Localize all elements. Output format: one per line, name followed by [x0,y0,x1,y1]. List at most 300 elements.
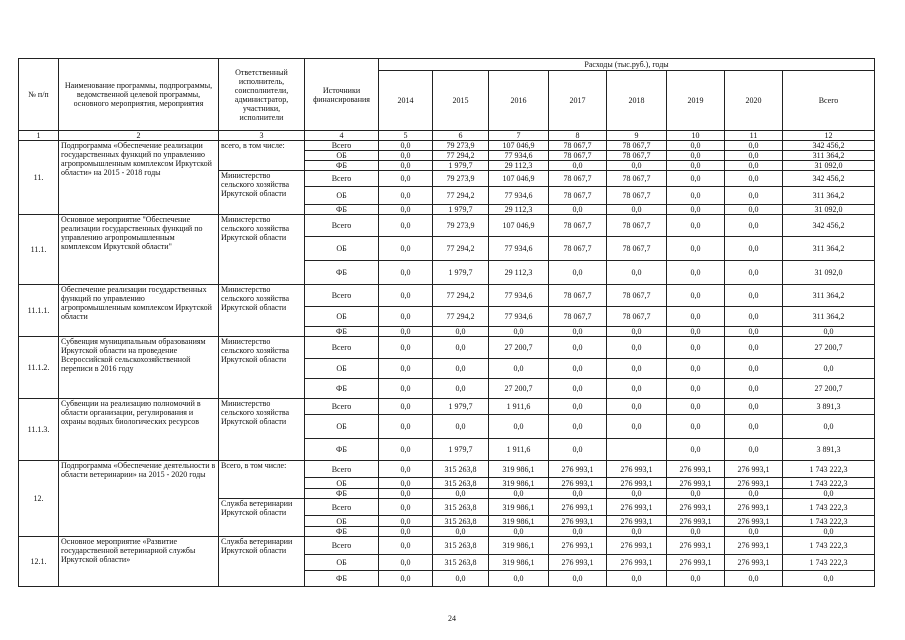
row-value: 276 993,1 [667,537,725,555]
row-value: 319 986,1 [489,461,549,478]
row-value: 276 993,1 [549,537,607,555]
row-value: 77 934,6 [489,237,549,261]
row-number: 11.1.2. [19,337,59,399]
row-total: 311 364,2 [783,307,875,327]
row-value: 276 993,1 [725,499,783,516]
row-value: 0,0 [379,337,433,359]
row-value: 107 046,9 [489,171,549,187]
page-number: 24 [448,614,456,623]
row-value: 0,0 [725,489,783,499]
row-value: 77 934,6 [489,307,549,327]
row-total: 0,0 [783,489,875,499]
table-row [19,141,875,151]
row-value: 0,0 [379,489,433,499]
row-value: 0,0 [489,327,549,337]
row-value: 0,0 [725,237,783,261]
row-value: 276 993,1 [725,555,783,571]
row-total: 1 743 222,3 [783,555,875,571]
row-value: 0,0 [433,571,489,587]
row-value: 0,0 [725,415,783,439]
row-value: 1 979,7 [433,399,489,415]
row-total: 311 364,2 [783,151,875,161]
row-value: 78 067,7 [549,171,607,187]
row-value: 0,0 [725,327,783,337]
row-value: 78 067,7 [549,141,607,151]
row-value: 0,0 [667,337,725,359]
row-value: 276 993,1 [549,516,607,527]
row-source: ФБ [305,527,379,537]
row-value: 0,0 [379,527,433,537]
row-value: 27 200,7 [489,379,549,399]
row-value: 276 993,1 [549,461,607,478]
row-value: 0,0 [489,571,549,587]
row-value: 0,0 [379,215,433,237]
row-value: 0,0 [725,151,783,161]
row-total: 31 092,0 [783,261,875,285]
row-value: 79 273,9 [433,141,489,151]
row-value: 0,0 [607,205,667,215]
row-total: 0,0 [783,571,875,587]
row-value: 0,0 [549,359,607,379]
table-row [19,215,875,237]
row-value: 0,0 [725,337,783,359]
row-value: 78 067,7 [607,307,667,327]
row-value: 0,0 [725,527,783,537]
row-total: 311 364,2 [783,285,875,307]
row-value: 0,0 [549,379,607,399]
row-value: 0,0 [379,161,433,171]
row-value: 1 979,7 [433,161,489,171]
row-value: 0,0 [433,337,489,359]
header-num: № п/п [19,59,59,131]
row-value: 0,0 [489,489,549,499]
row-total: 27 200,7 [783,379,875,399]
row-value: 107 046,9 [489,215,549,237]
row-value: 0,0 [379,555,433,571]
row-value: 0,0 [725,161,783,171]
row-value: 0,0 [667,285,725,307]
row-value: 0,0 [725,379,783,399]
column-number: 2 [59,131,219,141]
row-value: 0,0 [725,141,783,151]
row-name: Субвенция муниципальным образованиям Иркутской области на проведение Всероссийской сельскохозяйственной переписи в 2016 году [59,337,219,399]
column-number: 5 [379,131,433,141]
row-name: Основное мероприятие «Развитие государственной ветеринарной службы Иркутской области» [59,537,219,587]
row-value: 276 993,1 [607,499,667,516]
row-value: 276 993,1 [667,461,725,478]
row-value: 319 986,1 [489,478,549,489]
row-value: 276 993,1 [725,516,783,527]
row-responsible: Министерство сельского хозяйства Иркутской области [219,171,305,215]
row-value: 78 067,7 [607,187,667,205]
row-value: 0,0 [725,285,783,307]
row-value: 276 993,1 [607,516,667,527]
row-value: 0,0 [379,516,433,527]
row-value: 29 112,3 [489,205,549,215]
row-value: 0,0 [379,415,433,439]
row-total: 1 743 222,3 [783,537,875,555]
row-number: 12. [19,461,59,537]
row-value: 0,0 [489,359,549,379]
table-row [19,537,875,555]
row-value: 0,0 [379,439,433,461]
row-name: Обеспечение реализации государственных функций по управлению агропромышленным комплексом Иркутской области [59,285,219,337]
row-value: 0,0 [725,261,783,285]
budget-table [18,58,875,587]
row-value: 276 993,1 [667,555,725,571]
header-expenses: Расходы (тыс.руб.), годы [379,59,875,71]
row-name: Подпрограмма «Обеспечение реализации государственных функций по управлению агропромышленным комплексом Иркутской области» на 2015 - 2018 годы [59,141,219,215]
row-total: 31 092,0 [783,205,875,215]
row-responsible: Министерство сельского хозяйства Иркутской области [219,285,305,337]
row-total: 3 891,3 [783,399,875,415]
row-value: 0,0 [607,359,667,379]
row-value: 0,0 [667,261,725,285]
row-value: 0,0 [667,205,725,215]
table-row [19,461,875,478]
row-number: 11.1. [19,215,59,285]
row-source: ОБ [305,359,379,379]
column-number: 7 [489,131,549,141]
row-source: ФБ [305,261,379,285]
row-value: 0,0 [549,439,607,461]
row-value: 276 993,1 [667,516,725,527]
row-value: 315 263,8 [433,555,489,571]
row-value: 0,0 [667,527,725,537]
row-value: 0,0 [549,337,607,359]
row-total: 311 364,2 [783,237,875,261]
row-value: 0,0 [607,571,667,587]
row-value: 315 263,8 [433,499,489,516]
row-responsible: Служба ветеринарии Иркутской области [219,499,305,537]
row-responsible: Всего, в том числе: [219,461,305,499]
row-source: ФБ [305,379,379,399]
row-value: 319 986,1 [489,555,549,571]
row-value: 78 067,7 [549,237,607,261]
header-year: 2015 [433,71,489,131]
row-total: 31 092,0 [783,161,875,171]
header-year: 2014 [379,71,433,131]
column-number: 8 [549,131,607,141]
row-value: 78 067,7 [607,151,667,161]
row-value: 0,0 [725,171,783,187]
row-value: 276 993,1 [725,478,783,489]
row-value: 78 067,7 [607,237,667,261]
row-value: 0,0 [433,415,489,439]
row-value: 0,0 [433,379,489,399]
row-value: 276 993,1 [549,499,607,516]
row-value: 0,0 [667,187,725,205]
row-value: 77 294,2 [433,187,489,205]
row-source: ОБ [305,478,379,489]
row-value: 0,0 [667,359,725,379]
row-value: 0,0 [549,527,607,537]
row-value: 77 294,2 [433,151,489,161]
row-value: 0,0 [549,261,607,285]
row-value: 0,0 [607,399,667,415]
row-source: ОБ [305,415,379,439]
row-value: 0,0 [667,379,725,399]
row-value: 107 046,9 [489,141,549,151]
row-value: 0,0 [549,205,607,215]
header-row-top [19,59,875,71]
row-source: Всего [305,285,379,307]
row-value: 0,0 [379,461,433,478]
table-body [19,141,875,587]
row-value: 276 993,1 [607,478,667,489]
row-value: 0,0 [725,359,783,379]
row-value: 0,0 [379,399,433,415]
row-value: 0,0 [607,337,667,359]
header-year: 2020 [725,71,783,131]
row-value: 0,0 [725,571,783,587]
row-value: 0,0 [433,359,489,379]
row-value: 276 993,1 [549,555,607,571]
row-value: 77 294,2 [433,285,489,307]
row-responsible: Министерство сельского хозяйства Иркутской области [219,399,305,461]
column-number: 12 [783,131,875,141]
row-value: 0,0 [667,399,725,415]
row-value: 27 200,7 [489,337,549,359]
row-value: 1 979,7 [433,261,489,285]
row-value: 276 993,1 [607,537,667,555]
row-value: 0,0 [667,415,725,439]
row-value: 0,0 [667,307,725,327]
row-value: 276 993,1 [607,461,667,478]
row-value: 0,0 [549,161,607,171]
row-source: Всего [305,141,379,151]
row-value: 0,0 [607,161,667,171]
row-value: 0,0 [549,571,607,587]
row-value: 29 112,3 [489,261,549,285]
column-number: 4 [305,131,379,141]
row-value: 0,0 [607,527,667,537]
row-source: Всего [305,215,379,237]
row-value: 0,0 [725,307,783,327]
row-total: 1 743 222,3 [783,461,875,478]
row-value: 0,0 [607,415,667,439]
row-value: 0,0 [379,285,433,307]
row-value: 78 067,7 [607,141,667,151]
row-total: 0,0 [783,359,875,379]
row-value: 0,0 [379,141,433,151]
column-number: 10 [667,131,725,141]
row-value: 1 979,7 [433,205,489,215]
header-name: Наименование программы, подпрограммы, ведомственной целевой программы, основного мероприятия, мероприятия [59,59,219,131]
row-value: 78 067,7 [549,151,607,161]
row-value: 77 934,6 [489,151,549,161]
row-source: Всего [305,337,379,359]
row-name: Субвенции на реализацию полномочий в области организации, регулирования и охраны водных биологических ресурсов [59,399,219,461]
row-source: Всего [305,461,379,478]
row-number: 12.1. [19,537,59,587]
row-value: 78 067,7 [607,171,667,187]
row-value: 1 911,6 [489,439,549,461]
row-value: 276 993,1 [667,499,725,516]
row-value: 0,0 [725,187,783,205]
budget-table-sheet [18,58,874,587]
row-value: 77 294,2 [433,237,489,261]
row-total: 27 200,7 [783,337,875,359]
row-value: 0,0 [433,527,489,537]
row-value: 0,0 [379,478,433,489]
row-number: 11.1.3. [19,399,59,461]
row-value: 0,0 [549,489,607,499]
row-value: 0,0 [667,439,725,461]
row-value: 276 993,1 [725,461,783,478]
row-value: 0,0 [549,415,607,439]
header-total: Всего [783,71,875,131]
row-value: 0,0 [607,261,667,285]
row-value: 1 979,7 [433,439,489,461]
header-year: 2018 [607,71,667,131]
row-value: 0,0 [667,215,725,237]
column-numbers-row [19,131,875,141]
row-value: 0,0 [489,415,549,439]
row-source: ОБ [305,307,379,327]
row-value [607,439,667,461]
row-value: 79 273,9 [433,171,489,187]
header-responsible: Ответственный исполнитель, соисполнители, администратор, участники, исполнители [219,59,305,131]
column-number: 3 [219,131,305,141]
row-value: 78 067,7 [607,215,667,237]
row-value: 0,0 [489,527,549,537]
header-year: 2016 [489,71,549,131]
row-value: 0,0 [667,327,725,337]
row-value: 0,0 [549,399,607,415]
row-value: 315 263,8 [433,516,489,527]
row-responsible: всего, в том числе: [219,141,305,171]
row-source: ФБ [305,439,379,461]
row-total: 342 456,2 [783,141,875,151]
row-value: 0,0 [667,571,725,587]
row-value: 0,0 [379,171,433,187]
row-responsible: Служба ветеринарии Иркутской области [219,537,305,587]
header-year: 2017 [549,71,607,131]
row-value: 319 986,1 [489,516,549,527]
header-year: 2019 [667,71,725,131]
row-value: 0,0 [667,171,725,187]
row-value: 276 993,1 [549,478,607,489]
row-value: 78 067,7 [549,215,607,237]
row-source: Всего [305,537,379,555]
row-value: 0,0 [725,439,783,461]
row-value: 0,0 [725,205,783,215]
row-value: 319 986,1 [489,499,549,516]
row-value: 0,0 [379,151,433,161]
row-value: 276 993,1 [607,555,667,571]
row-source: ФБ [305,161,379,171]
row-total: 3 891,3 [783,439,875,461]
row-number: 11. [19,141,59,215]
row-value: 276 993,1 [667,478,725,489]
row-value: 0,0 [433,327,489,337]
row-value: 79 273,9 [433,215,489,237]
row-value: 0,0 [607,379,667,399]
header-source: Источники финансирования [305,59,379,131]
row-total: 0,0 [783,327,875,337]
row-total: 342 456,2 [783,215,875,237]
row-responsible: Министерство сельского хозяйства Иркутской области [219,337,305,399]
row-total: 0,0 [783,527,875,537]
row-name: Подпрограмма «Обеспечение деятельности в области ветеринарии» на 2015 - 2020 годы [59,461,219,537]
row-value: 0,0 [667,161,725,171]
row-value: 0,0 [379,571,433,587]
row-name: Основное мероприятие "Обеспечение реализации государственных функций по управлению агропромышленным комплексом Иркутской области" [59,215,219,285]
row-source: Всего [305,171,379,187]
row-value: 0,0 [667,151,725,161]
row-source: ОБ [305,151,379,161]
row-value: 0,0 [379,537,433,555]
row-total: 342 456,2 [783,171,875,187]
row-value: 0,0 [379,359,433,379]
row-value: 315 263,8 [433,537,489,555]
row-value: 315 263,8 [433,461,489,478]
row-value: 0,0 [379,307,433,327]
column-number: 9 [607,131,667,141]
row-source: Всего [305,499,379,516]
row-value: 0,0 [379,327,433,337]
row-source: ФБ [305,205,379,215]
row-value: 0,0 [607,327,667,337]
row-source: ФБ [305,489,379,499]
row-value: 0,0 [725,399,783,415]
row-value: 0,0 [667,237,725,261]
row-value: 0,0 [379,237,433,261]
row-value: 0,0 [379,499,433,516]
row-value: 0,0 [667,141,725,151]
row-total: 0,0 [783,415,875,439]
row-value: 0,0 [725,215,783,237]
row-value: 77 934,6 [489,285,549,307]
row-value: 0,0 [379,261,433,285]
row-source: ОБ [305,516,379,527]
row-value: 0,0 [379,379,433,399]
row-value: 0,0 [433,489,489,499]
row-value: 0,0 [549,327,607,337]
row-value: 78 067,7 [607,285,667,307]
row-value: 1 911,6 [489,399,549,415]
column-number: 11 [725,131,783,141]
row-responsible: Министерство сельского хозяйства Иркутской области [219,215,305,285]
row-value: 78 067,7 [549,187,607,205]
row-total: 1 743 222,3 [783,499,875,516]
row-value: 276 993,1 [725,537,783,555]
row-source: ОБ [305,237,379,261]
row-value: 0,0 [379,205,433,215]
column-number: 6 [433,131,489,141]
row-value: 77 294,2 [433,307,489,327]
row-number: 11.1.1. [19,285,59,337]
row-value: 0,0 [667,489,725,499]
row-value: 78 067,7 [549,285,607,307]
row-value: 0,0 [607,489,667,499]
table-row [19,399,875,415]
table-row [19,285,875,307]
row-value: 315 263,8 [433,478,489,489]
row-source: ОБ [305,187,379,205]
row-source: ОБ [305,555,379,571]
column-number: 1 [19,131,59,141]
row-source: ФБ [305,327,379,337]
row-value: 77 934,6 [489,187,549,205]
row-value: 0,0 [379,187,433,205]
row-value: 29 112,3 [489,161,549,171]
row-source: Всего [305,399,379,415]
row-source: ФБ [305,571,379,587]
row-value: 78 067,7 [549,307,607,327]
row-total: 311 364,2 [783,187,875,205]
